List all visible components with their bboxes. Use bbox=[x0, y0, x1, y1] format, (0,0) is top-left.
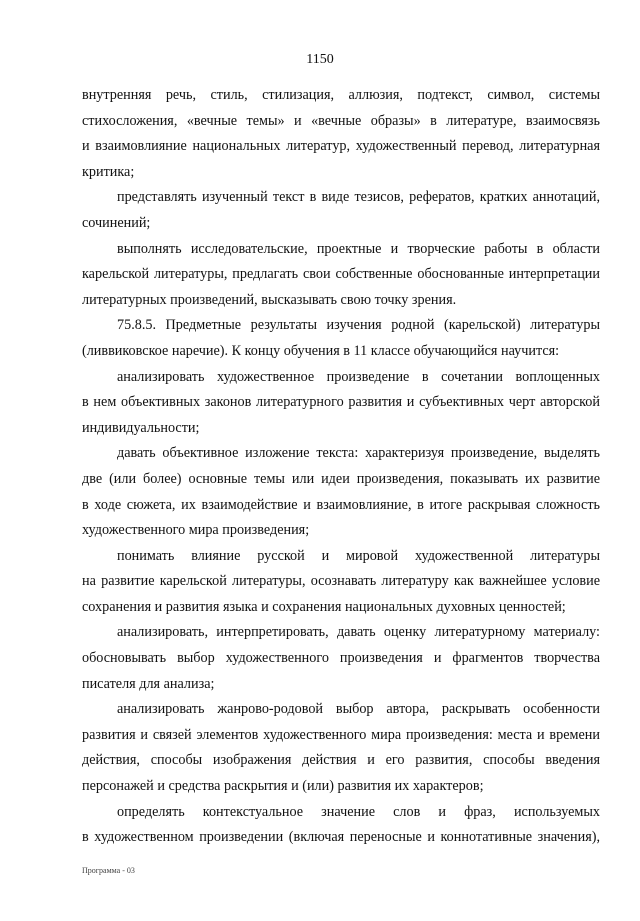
text-line: анализировать, интерпретировать, давать оценку литературному материалу: bbox=[117, 624, 600, 641]
text-line: персонажей и средства раскрытия и (или) развития их характеров; bbox=[82, 778, 484, 795]
footer-label: Программа - 03 bbox=[82, 866, 135, 875]
text-line: понимать влияние русской и мировой художественной литературы bbox=[117, 547, 600, 564]
text-line: литературных произведений, высказывать свою точку зрения. bbox=[82, 291, 457, 308]
text-line: сохранения и развития языка и сохранения национальных духовных ценностей; bbox=[82, 598, 566, 615]
text-line: выполнять исследовательские, проектные и творческие работы в области bbox=[117, 240, 600, 257]
text-line: внутренняя речь, стиль, стилизация, аллюзия, подтекст, символ, системы bbox=[82, 87, 600, 103]
text-line: карельской литературы, предлагать свои собственные обоснованные интерпретации bbox=[82, 266, 600, 283]
text-line: на развитие карельской литературы, осознавать литературу как важнейшее условие bbox=[82, 573, 600, 590]
text-line: анализировать жанрово-родовой выбор автора, раскрывать особенности bbox=[117, 701, 600, 718]
text-line: в ходе сюжета, их взаимодействие и взаимовлияние, в итоге раскрывая сложность bbox=[82, 496, 600, 513]
text-line: художественного мира произведения; bbox=[82, 522, 310, 539]
text-line: писателя для анализа; bbox=[82, 675, 215, 692]
text-line: обосновывать выбор художественного произведения и фрагментов творчества bbox=[82, 650, 600, 667]
text-line: критика; bbox=[82, 163, 135, 180]
text-line: две (или более) основные темы или идеи произведения, показывать их развитие bbox=[82, 470, 600, 487]
text-line: действия, способы изображения действия и его развития, способы введения bbox=[82, 752, 600, 769]
text-line: в нем объективных законов литературного развития и субъективных черт авторской bbox=[82, 394, 600, 411]
text-line: стихосложения, «вечные темы» и «вечные образы» в литературе, взаимосвязь bbox=[82, 112, 600, 129]
document-body bbox=[82, 83, 600, 851]
text-line: определять контекстуальное значение слов и фраз, используемых bbox=[117, 803, 600, 820]
text-line: (ливвиковское наречие). К концу обучения в 11 классе обучающийся научится: bbox=[82, 342, 560, 359]
page-number: 1150 bbox=[306, 52, 334, 67]
text-line: в художественном произведении (включая переносные и коннотативные значения), bbox=[82, 829, 600, 846]
text-line: развития и связей элементов художественного мира произведения: места и времени bbox=[82, 726, 600, 743]
text-line: анализировать художественное произведение в сочетании воплощенных bbox=[117, 368, 600, 385]
text-line: давать объективное изложение текста: характеризуя произведение, выделять bbox=[117, 445, 600, 462]
text-line: индивидуальности; bbox=[82, 419, 200, 436]
text-line: и взаимовлияние национальных литератур, художественный перевод, литературная bbox=[82, 138, 600, 155]
text-line: 75.8.5. Предметные результаты изучения родной (карельской) литературы bbox=[117, 317, 600, 334]
text-line: сочинений; bbox=[82, 214, 151, 231]
text-line: представлять изученный текст в виде тезисов, рефератов, кратких аннотаций, bbox=[117, 189, 600, 206]
